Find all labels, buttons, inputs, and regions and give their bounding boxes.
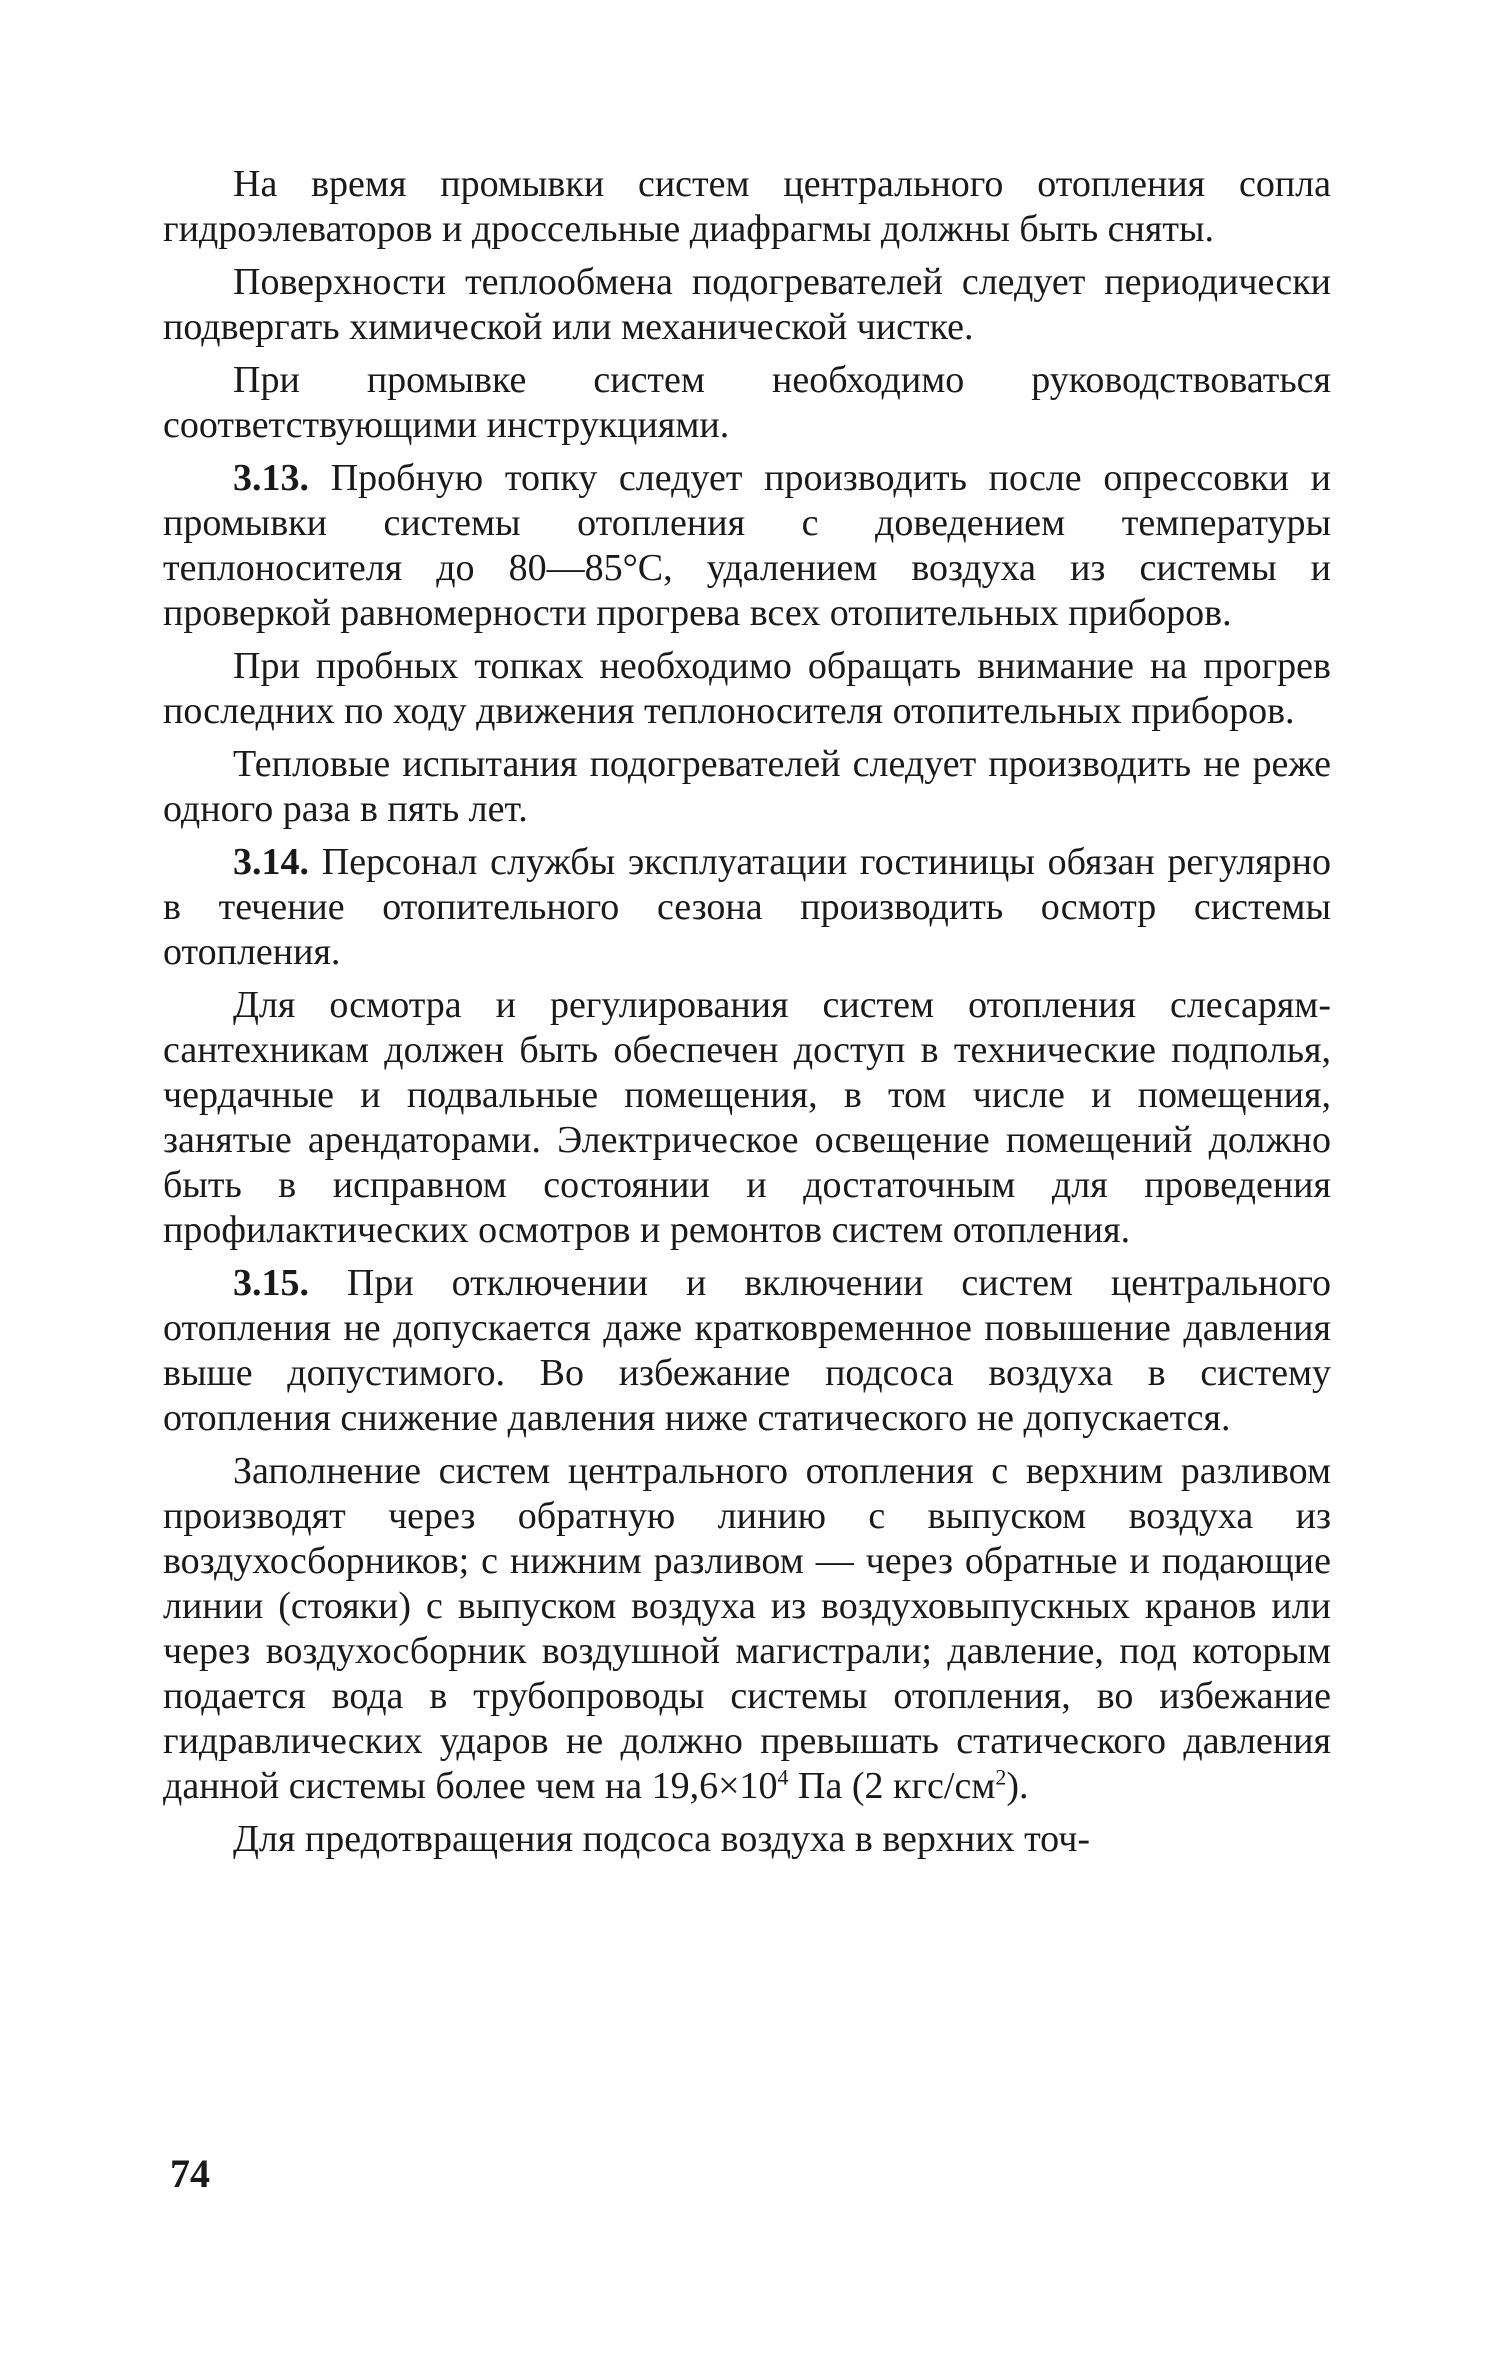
- paragraph: При пробных топках необходимо обращать внимание на прогрев последних по ходу движения теплоносителя отопительных приборов.: [163, 645, 1331, 732]
- section-paragraph: 3.13. Пробную топку следует производить после опрессовки и промывки системы отопления с доведением температуры теплоносителя до 80—85°С, удалением воздуха из системы и проверкой равномерности прогрева всех отопительных приборов.: [163, 457, 1331, 634]
- paragraph: Для предотвращения подсоса воздуха в верхних точ-: [233, 1818, 1090, 1860]
- document-page: [163, 162, 1331, 1870]
- paragraph: При промывке систем необходимо руководствоваться соответствующими инструкциями.: [163, 359, 1331, 446]
- paragraph: На время промывки систем центрального отопления сопла гидроэлеваторов и дроссельные диафрагмы должны быть сняты.: [163, 163, 1331, 250]
- section-number: 3.14.: [233, 841, 309, 883]
- paragraph: Тепловые испытания подогревателей следует производить не реже одного раза в пять лет.: [163, 743, 1331, 830]
- page-number: 74: [170, 2151, 210, 2196]
- section-paragraph: 3.14. Персонал службы эксплуатации гостиницы обязан регулярно в течение отопительного сезона производить осмотр системы отопления.: [163, 841, 1331, 973]
- paragraph: Для осмотра и регулирования систем отопления слесарям-сантехникам должен быть обеспечен доступ в технические подполья, чердачные и подвальные помещения, в том числе и помещения, занятые арендаторами. Электрическое освещение помещений должно быть в исправном состоянии и достаточным для проведения профилактических осмотров и ремонтов систем отопления.: [163, 984, 1331, 1251]
- section-number: 3.15.: [233, 1262, 309, 1304]
- paragraph: Поверхности теплообмена подогревателей следует периодически подвергать химической или механической чистке.: [163, 261, 1331, 348]
- paragraph: Заполнение систем центрального отопления с верхним разливом производят через обратную линию с выпуском воздуха из воздухосборников; с нижним разливом — через обратные и подающие линии (стояки) с выпуском воздуха из воздуховыпускных кранов или через воздухосборник воздушной магистрали; давление, под которым подается вода в трубопроводы системы отопления, во избежание гидравлических ударов не должно превышать статического давления данной системы более чем на $19,6\times 10^4$ Па (2 кгс/$см^2$).: [163, 1450, 1331, 1807]
- section-paragraph: 3.15. При отключении и включении систем центрального отопления не допускается даже кратковременное повышение давления выше допустимого. Во избежание подсоса воздуха в систему отопления снижение давления ниже статического не допускается.: [163, 1262, 1332, 1439]
- section-number: 3.13.: [233, 457, 309, 499]
